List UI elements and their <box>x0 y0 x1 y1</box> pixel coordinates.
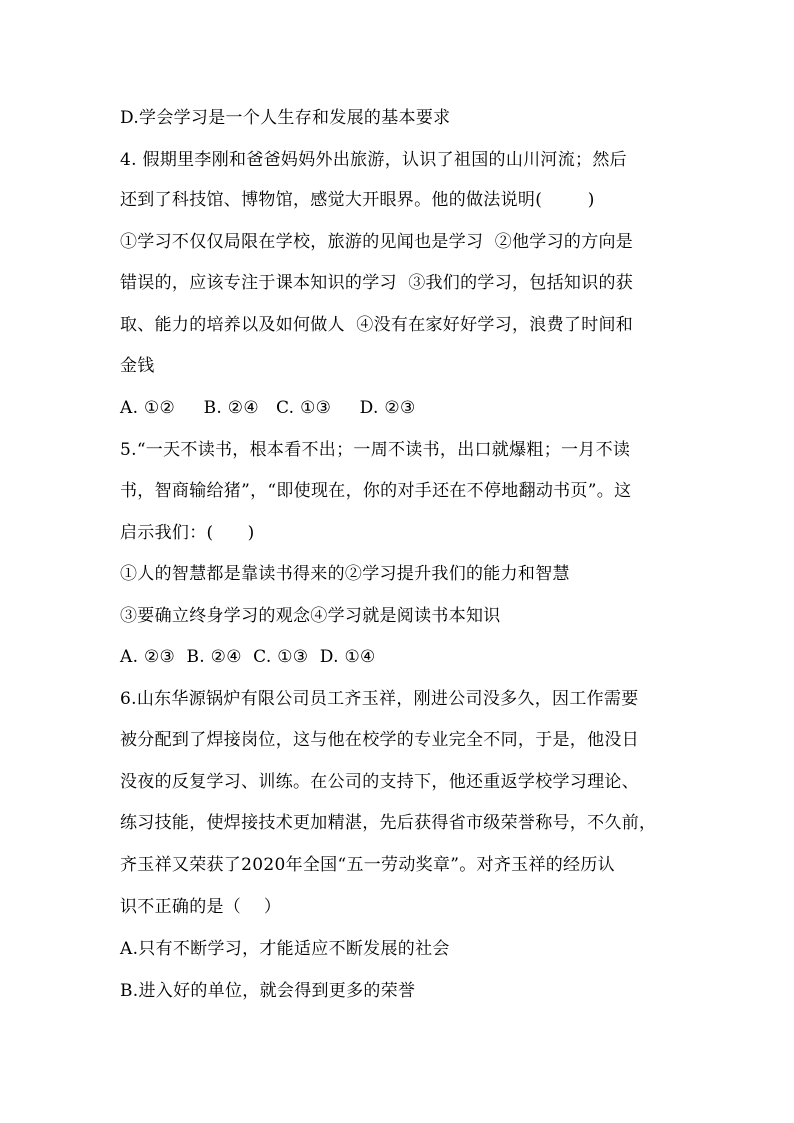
question-6-option-b: B.进入好的单位，就会得到更多的荣誉 <box>120 981 416 1001</box>
question-4-statement-line-3: 取、能力的培养以及如何做人 ④没有在家好好学习，浪费了时间和 <box>120 315 634 335</box>
question-5-options: A. ②③ B. ②④ C. ①③ D. ①④ <box>120 647 376 667</box>
question-6-option-a: A.只有不断学习，才能适应不断发展的社会 <box>120 939 450 959</box>
question-4-options: A. ①② B. ②④ C. ①③ D. ②③ <box>120 398 416 418</box>
question-6-line-5: 齐玉祥又荣获了2020年全国“五一劳动奖章”。对齐玉祥的经历认 <box>120 855 615 875</box>
question-6-line-6: 识不正确的是（ ） <box>120 897 282 917</box>
option-d-q3: D.学会学习是一个人生存和发展的基本要求 <box>120 108 451 128</box>
question-5-statement-line-2: ③要确立终身学习的观念④学习就是阅读书本知识 <box>120 606 501 626</box>
question-4-line-2: 还到了科技馆、博物馆，感觉大开眼界。他的做法说明( ) <box>120 190 595 210</box>
question-4-statement-line-4: 金钱 <box>120 356 155 376</box>
question-4-statement-line-1: ①学习不仅仅局限在学校，旅游的见闻也是学习 ②他学习的方向是 <box>120 232 634 252</box>
question-6-line-3: 没夜的反复学习、训练。在公司的支持下，他还重返学校学习理论、 <box>120 772 639 792</box>
question-6-line-2: 被分配到了焊接岗位，这与他在校学的专业完全不同，于是，他没日 <box>120 730 639 750</box>
question-5-line-3: 启示我们：( ) <box>120 523 255 543</box>
question-6-line-1: 6.山东华源锅炉有限公司员工齐玉祥，刚进公司没多久，因工作需要 <box>120 689 639 709</box>
question-4-line-1: 4. 假期里李刚和爸爸妈妈外出旅游，认识了祖国的山川河流；然后 <box>120 150 627 170</box>
question-5-line-1: 5.“一天不读书，根本看不出；一周不读书，出口就爆粗；一月不读 <box>120 440 631 460</box>
question-5-line-2: 书，智商输给猪”，“即使现在，你的对手还在不停地翻动书页”。这 <box>120 481 632 501</box>
question-5-statement-line-1: ①人的智慧都是靠读书得来的②学习提升我们的能力和智慧 <box>120 564 570 584</box>
question-4-statement-line-2: 错误的，应该专注于课本知识的学习 ③我们的学习，包括知识的获 <box>120 273 634 293</box>
question-6-line-4: 练习技能，使焊接技术更加精湛，先后获得省市级荣誉称号，不久前， <box>120 813 657 833</box>
